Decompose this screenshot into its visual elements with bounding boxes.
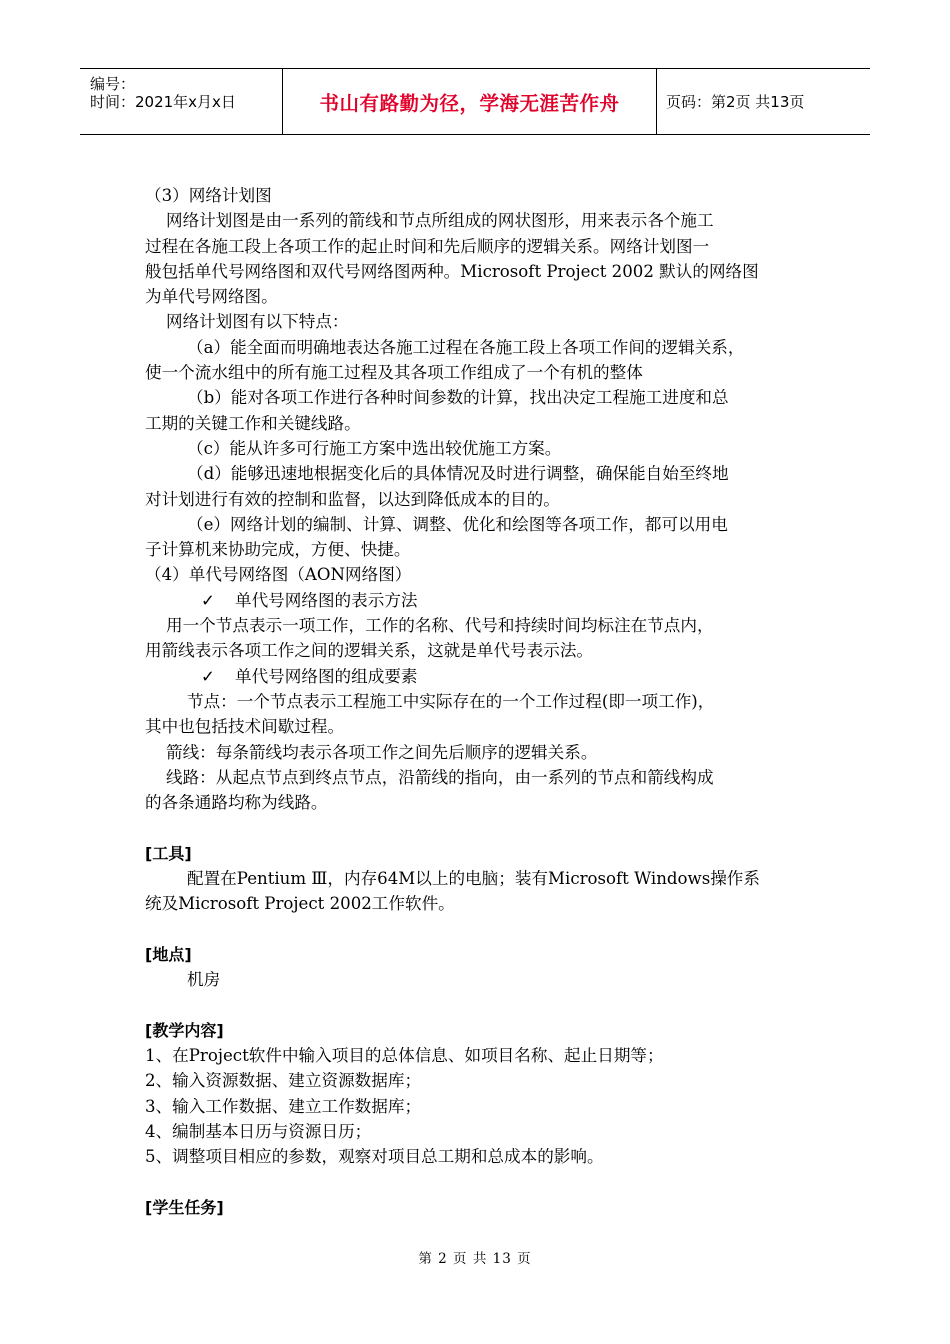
checklist-text: 单代号网络图的表示方法 bbox=[235, 590, 418, 610]
text-line: 用一个节点表示一项工作，工作的名称、代号和持续时间均标注在节点内， bbox=[166, 616, 714, 636]
text-line: 工期的关键工作和关键线路。 bbox=[145, 413, 361, 433]
text-line: 线路：从起点节点到终点节点，沿箭线的指向，由一系列的节点和箭线构成 bbox=[166, 767, 714, 787]
text-line: 使一个流水组中的所有施工过程及其各项工作组成了一个有机的整体 bbox=[145, 363, 643, 383]
text-line: 为单代号网络图。 bbox=[145, 287, 278, 307]
text-line: （3）网络计划图 bbox=[145, 186, 272, 205]
text-line: （b）能对各项工作进行各种时间参数的计算，找出决定工程施工进度和总 bbox=[187, 388, 729, 408]
text-line: （a）能全面而明确地表达各施工过程在各施工段上各项工作间的逻辑关系， bbox=[187, 337, 745, 357]
text-line: 用箭线表示各项工作之间的逻辑关系，这就是单代号表示法。 bbox=[145, 641, 594, 661]
text-line: （d）能够迅速地根据变化后的具体情况及时进行调整，确保能自始至终地 bbox=[187, 464, 729, 484]
text-line: 过程在各施工段上各项工作的起止时间和先后顺序的逻辑关系。网络计划图一 bbox=[145, 236, 710, 256]
blank-line bbox=[145, 993, 810, 1018]
text-line: 网络计划图有以下特点： bbox=[166, 312, 349, 332]
text-line: 1、在Project软件中输入项目的总体信息、如项目名称、起止日期等； bbox=[145, 1046, 664, 1066]
checklist-item bbox=[145, 588, 810, 613]
checklist-item bbox=[145, 664, 810, 689]
header-motto: 书山有路勤为径，学海无涯苦作舟 bbox=[319, 91, 620, 115]
checklist-text: 单代号网络图的组成要素 bbox=[235, 666, 418, 686]
blank-line bbox=[145, 815, 810, 840]
text-line: 机房 bbox=[187, 970, 221, 990]
text-line: 其中也包括技术间歇过程。 bbox=[145, 717, 345, 737]
page-footer: 第 2 页 共 13 页 bbox=[418, 1251, 532, 1267]
text-line: 子计算机来协助完成，方便、快捷。 bbox=[145, 540, 411, 560]
text-line: （c）能从许多可行施工方案中选出较优施工方案。 bbox=[187, 438, 562, 458]
text-line: （4）单代号网络图（AON网络图） bbox=[145, 565, 412, 585]
time-label: 时间：2021年x月x日 bbox=[90, 93, 236, 111]
check-icon: ✓ bbox=[201, 666, 215, 686]
text-line: 3、输入工作数据、建立工作数据库； bbox=[145, 1096, 422, 1116]
check-icon: ✓ bbox=[201, 590, 215, 610]
text-line: 般包括单代号网络图和双代号网络图两种。Microsoft Project 2002 默认的网络图 bbox=[145, 261, 759, 281]
section-heading: [学生任务] bbox=[145, 1197, 224, 1217]
text-line: 配置在Pentium Ⅲ，内存64M以上的电脑；装有Microsoft Windows操作系 bbox=[187, 869, 760, 889]
text-line: 4、编制基本日历与资源日历； bbox=[145, 1121, 372, 1141]
blank-line bbox=[145, 917, 810, 942]
text-line: 5、调整项目相应的参数，观察对项目总工期和总成本的影响。 bbox=[145, 1147, 604, 1167]
text-line: 箭线：每条箭线均表示各项工作之间先后顺序的逻辑关系。 bbox=[166, 742, 598, 762]
section-heading: [地点] bbox=[145, 944, 192, 964]
page-header bbox=[80, 68, 870, 135]
section-heading: [教学内容] bbox=[145, 1020, 224, 1040]
text-line: 节点：一个节点表示工程施工中实际存在的一个工作过程(即一项工作)， bbox=[187, 691, 715, 711]
blank-line bbox=[145, 1170, 810, 1195]
document-body bbox=[145, 183, 810, 1220]
text-line: （e）网络计划的编制、计算、调整、优化和绘图等各项工作，都可以用电 bbox=[187, 514, 728, 534]
header-page-info: 页码：第2页 共13页 bbox=[666, 93, 805, 111]
text-line: 2、输入资源数据、建立资源数据库； bbox=[145, 1071, 422, 1091]
code-label: 编号： bbox=[90, 75, 136, 93]
text-line: 的各条通路均称为线路。 bbox=[145, 793, 328, 813]
text-line: 网络计划图是由一系列的箭线和节点所组成的网状图形，用来表示各个施工 bbox=[166, 211, 714, 231]
header-divider bbox=[656, 69, 657, 134]
text-line: 统及Microsoft Project 2002工作软件。 bbox=[145, 894, 455, 914]
header-meta bbox=[80, 69, 282, 134]
section-heading: [工具] bbox=[145, 843, 192, 863]
text-line: 对计划进行有效的控制和监督，以达到降低成本的目的。 bbox=[145, 489, 560, 509]
